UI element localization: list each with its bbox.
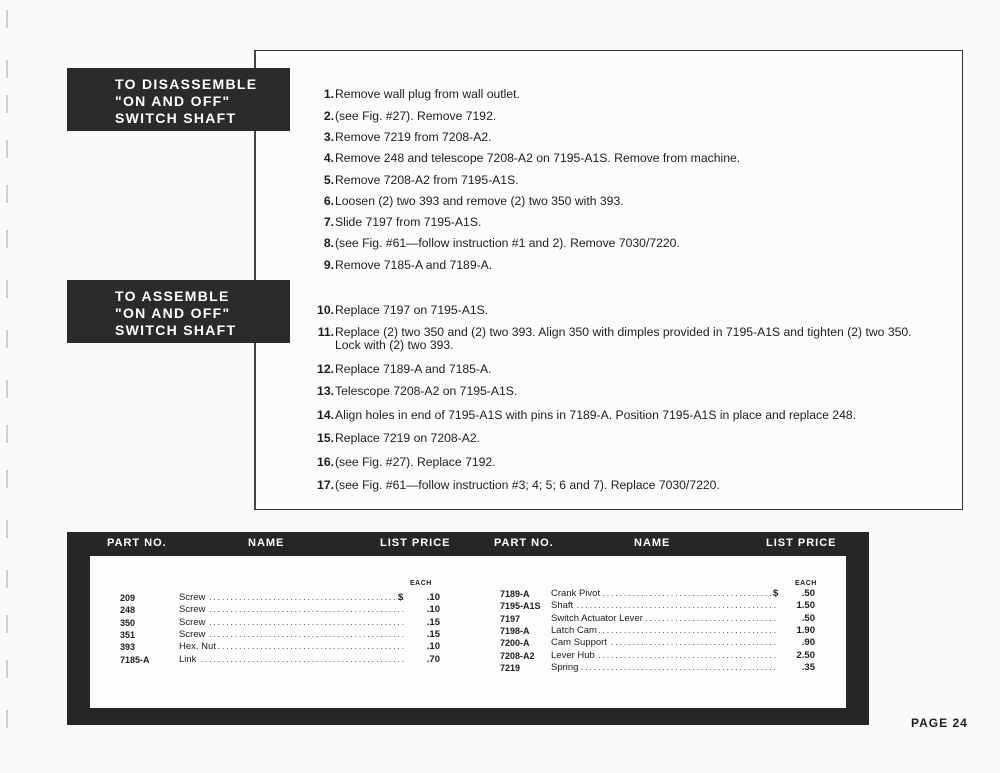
part-number: 350 [120,617,136,628]
part-number: 7208-A2 [500,650,535,661]
part-name-text: Screw [179,628,206,640]
part-price-value: .10 [426,592,440,603]
step-text: Telescope 7208-A2 on 7195-A1S. [335,384,518,398]
each-label: EACH [795,580,817,587]
part-price [781,600,815,612]
parts-row [500,624,815,637]
step-text: Remove 248 and telescope 7208-A2 on 7195-A1S. Remove from machine. [335,151,741,165]
part-price [406,604,440,616]
part-name-text: Latch Cam [551,624,597,636]
step-number: 3. [323,130,334,144]
part-price [781,625,815,637]
instruction-step [300,432,480,445]
part-name [551,588,777,600]
parts-row [500,649,815,662]
instruction-step [300,326,925,352]
part-number: 209 [120,593,136,603]
heading-line: "ON AND OFF" [115,93,231,109]
step-text: Remove 7208-A2 from 7195-A1S. [335,173,519,187]
instruction-step [300,409,856,422]
step-text: Replace 7189-A and 7185-A. [335,362,492,376]
instruction-step [300,237,680,250]
instruction-step [300,174,519,187]
part-name [551,637,777,649]
parts-row [120,641,440,653]
part-number: 7185-A [120,654,150,665]
part-price [781,613,815,625]
column-header-part-no: PART NO. [494,537,554,549]
part-price-value: .35 [801,661,815,673]
instruction-step [300,195,624,208]
heading-assemble [67,280,290,343]
part-price [406,629,440,641]
part-number: 7189-A [500,589,530,599]
currency-symbol: $ [398,592,404,603]
part-price [406,654,440,666]
part-number: 7195-A1S [500,601,541,612]
part-number: 7219 [500,662,521,673]
currency-symbol: $ [773,588,779,599]
part-name [551,662,777,674]
step-number: 1. [323,87,334,101]
parts-row [120,617,440,629]
instruction-step [300,259,492,272]
step-number: 11. [317,325,334,339]
instruction-step [300,363,492,376]
part-price [781,588,815,600]
column-header-list-price: LIST PRICE [380,537,451,549]
part-price-value: 2.50 [796,649,815,661]
part-name [179,641,404,653]
step-number: 7. [323,215,334,229]
column-header-name: NAME [634,537,671,549]
part-name-text: Crank Pivot [551,588,601,599]
part-name [179,592,404,604]
part-name-text: Switch Actuator Lever [551,612,643,624]
heading-disassemble [67,68,290,131]
heading-line: SWITCH SHAFT [115,110,237,126]
part-price-value: .10 [426,604,440,616]
each-label: EACH [410,580,432,587]
instruction-step [300,131,492,144]
part-price [781,637,815,649]
parts-table [67,532,869,725]
binding-marks [6,0,12,773]
part-name [179,604,404,616]
part-price [406,641,440,653]
step-text: Replace 7197 on 7195-A1S. [335,303,489,317]
part-name-text: Screw [179,592,206,603]
parts-row [120,604,440,616]
part-price [781,662,815,674]
heading-line: TO DISASSEMBLE [115,76,258,92]
part-price [406,592,440,604]
parts-row [500,600,815,612]
part-price-value: .10 [426,641,440,653]
part-number: 393 [120,642,136,653]
parts-table-header [67,532,869,556]
part-price-value: .15 [426,616,440,628]
part-name [179,654,404,666]
part-number: 7198-A [500,625,530,636]
column-header-part-no: PART NO. [107,537,167,549]
step-text: Remove 7185-A and 7189-A. [335,258,493,272]
step-text: (see Fig. #27). Replace 7192. [335,455,496,469]
part-name [551,613,777,625]
step-text: Slide 7197 from 7195-A1S. [335,215,482,229]
step-text: (see Fig. #27). Remove 7192. [335,109,497,123]
heading-line: SWITCH SHAFT [115,322,237,338]
step-number: 6. [323,194,334,208]
step-text: Replace (2) two 350 and (2) two 393. Align 350 with dimples provided in 7195-A1S and tighten (2) two 350. Lock with (2) two 393. [335,325,912,352]
part-name [551,600,777,612]
step-number: 5. [323,173,334,187]
part-price-value: .90 [801,637,815,649]
part-name-text: Link [179,653,197,665]
parts-row [120,592,440,604]
instruction-step [300,88,520,101]
part-price-value: 1.90 [796,624,815,636]
part-name-text: Shaft [551,600,574,612]
part-price-value: .50 [801,612,815,624]
step-text: (see Fig. #61—follow instruction #3; 4; 5; 6 and 7). Replace 7030/7220. [335,478,720,492]
step-number: 16. [317,455,334,469]
step-number: 2. [323,109,334,123]
step-number: 9. [323,258,334,272]
step-number: 8. [323,236,334,250]
part-name-text: Screw [179,616,206,628]
step-text: Loosen (2) two 393 and remove (2) two 350 with 393. [335,194,624,208]
part-name [179,617,404,629]
parts-row [500,588,815,600]
part-price-value: .70 [426,653,440,665]
part-number: 7200-A [500,638,530,649]
part-name-text: Screw [179,604,206,616]
part-price [406,617,440,629]
column-header-name: NAME [248,537,285,549]
step-text: Replace 7219 on 7208-A2. [335,431,481,445]
part-name-text: Spring [551,661,579,673]
instruction-step [300,479,720,492]
parts-table-body [90,556,846,708]
part-price-value: .50 [801,588,815,599]
part-name-text: Lever Hub [551,649,595,661]
step-text: Align holes in end of 7195-A1S with pins in 7189-A. Position 7195-A1S in place and replace 248. [335,408,857,422]
part-name-text: Cam Support [551,637,607,649]
step-text: (see Fig. #61—follow instruction #1 and 2). Remove 7030/7220. [335,236,680,250]
part-price [781,650,815,662]
part-price-value: 1.50 [796,600,815,612]
step-number: 14. [317,408,334,422]
instruction-step [300,304,488,317]
part-number: 248 [120,605,136,616]
step-number: 13. [317,384,334,398]
step-text: Remove 7219 from 7208-A2. [335,130,492,144]
column-header-list-price: LIST PRICE [766,537,837,549]
instruction-step [300,456,496,469]
instruction-step [300,152,740,165]
parts-row [500,637,815,649]
parts-row [120,654,440,666]
part-name-text: Hex. Nut [179,641,216,653]
heading-line: TO ASSEMBLE [115,288,230,304]
step-number: 17. [317,478,334,492]
parts-row [120,629,440,641]
step-number: 15. [317,431,334,445]
part-number: 7197 [500,613,521,624]
instruction-step [300,110,496,123]
parts-row [500,612,815,625]
instruction-step [300,385,517,398]
step-text: Remove wall plug from wall outlet. [335,87,520,101]
step-number: 4. [323,151,334,165]
step-number: 12. [317,362,334,376]
part-name [551,625,777,637]
heading-line: "ON AND OFF" [115,305,231,321]
part-number: 351 [120,629,136,640]
part-name [179,629,404,641]
part-price-value: .15 [426,628,440,640]
parts-row [500,661,815,674]
part-name [551,650,777,662]
step-number: 10. [317,303,334,317]
instruction-step [300,216,481,229]
page-number: PAGE 24 [911,716,968,730]
